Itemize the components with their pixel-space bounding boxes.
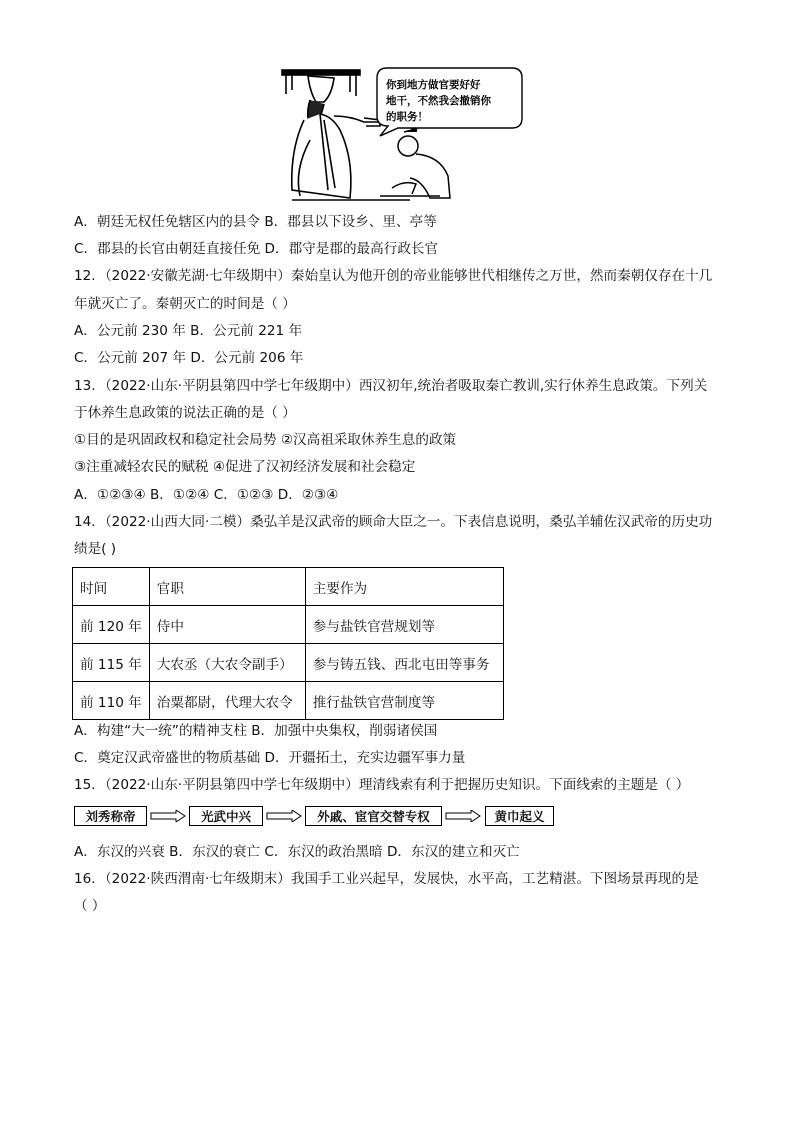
arrow-right-icon [150, 810, 186, 822]
q12-options-line-2: C．公元前 207 年 D．公元前 206 年 [74, 350, 304, 366]
flow-box-3: 外戚、宦官交替专权 [305, 806, 442, 826]
flow-box-4: 黄巾起义 [485, 806, 554, 826]
table-cell: 前 120 年 [73, 606, 150, 644]
speech-line-3: 的职务！ [386, 111, 428, 123]
flow-box-2: 光武中兴 [189, 806, 263, 826]
arrow-right-icon [445, 810, 481, 822]
table-cell: 前 110 年 [73, 682, 150, 720]
table-cell: 侍中 [149, 606, 305, 644]
speech-line-2: 地干，不然我会撤销你 [386, 95, 491, 107]
q11-options-line-1: A．朝廷无权任免辖区内的县令 B．郡县以下设乡、里、亭等 [74, 214, 437, 230]
table-header-cell: 官职 [149, 568, 305, 606]
speech-line-1: 你到地方做官要好好 [386, 79, 481, 91]
table-cell: 参与盐铁官营规划等 [305, 606, 503, 644]
flow-box-1: 刘秀称帝 [74, 806, 147, 826]
q13-statements-line-2: ③注重减轻农民的赋税 ④促进了汉初经济发展和社会稳定 [74, 459, 416, 475]
q16-stem-line-2: （ ） [74, 898, 106, 914]
table-header-cell: 主要作为 [305, 568, 503, 606]
q16-stem-line-1: 16．（2022·陕西渭南·七年级期末）我国手工业兴起早，发展快，水平高，工艺精湛。下图场景再现的是 [74, 871, 699, 887]
table-header-row [73, 568, 504, 606]
table-row [73, 644, 504, 682]
q13-stem-line-2: 于休养生息政策的说法正确的是（ ） [74, 405, 296, 421]
table-row [73, 606, 504, 644]
table-row [73, 682, 504, 720]
q14-options-line-2: C．奠定汉武帝盛世的物质基础 D．开疆拓土，充实边疆军事力量 [74, 750, 466, 766]
q14-stem-line-1: 14．（2022·山西大同·二模）桑弘羊是汉武帝的顾命大臣之一。下表信息说明，桑弘羊辅佐汉武帝的历史功 [74, 514, 713, 530]
q14-stem-line-2: 绩是( ) [74, 541, 117, 557]
arrow-right-icon [266, 810, 302, 822]
q11-options-line-2: C．郡县的长官由朝廷直接任免 D．郡守是郡的最高行政长官 [74, 241, 439, 257]
q14-info-table [72, 567, 504, 720]
q13-statements-line-1: ①目的是巩固政权和稳定社会局势 ②汉高祖采取休养生息的政策 [74, 432, 457, 448]
table-cell: 推行盐铁官营制度等 [305, 682, 503, 720]
q13-stem-line-1: 13．（2022·山东·平阴县第四中学七年级期中）西汉初年,统治者吸取秦亡教训,实行休养生息政策。下列关 [74, 378, 708, 394]
table-header-cell: 时间 [73, 568, 150, 606]
table-cell: 治粟都尉，代理大农令 [149, 682, 305, 720]
speech-bubble [377, 68, 522, 136]
q14-options-line-1: A．构建“大一统”的精神支柱 B．加强中央集权，削弱诸侯国 [74, 723, 438, 739]
q13-options: A．①②③④ B．①②④ C．①②③ D．②③④ [74, 487, 339, 503]
table-cell: 大农丞（大农令副手） [149, 644, 305, 682]
q12-options-line-1: A．公元前 230 年 B．公元前 221 年 [74, 323, 303, 339]
q12-stem-line-2: 年就灭亡了。秦朝灭亡的时间是（ ） [74, 296, 296, 312]
table-cell: 前 115 年 [73, 644, 150, 682]
q12-stem-line-1: 12．（2022·安徽芜湖·七年级期中）秦始皇认为他开创的帝业能够世代相继传之万世，然而秦朝仅存在十几 [74, 268, 713, 284]
cartoon-illustration [280, 60, 525, 205]
q15-options: A．东汉的兴衰 B．东汉的衰亡 C．东汉的政治黑暗 D．东汉的建立和灭亡 [74, 844, 520, 860]
table-cell: 参与铸五钱、西北屯田等事务 [305, 644, 503, 682]
q15-stem: 15．（2022·山东·平阴县第四中学七年级期中）理清线索有利于把握历史知识。下面线索的主题是（ ） [74, 777, 690, 793]
